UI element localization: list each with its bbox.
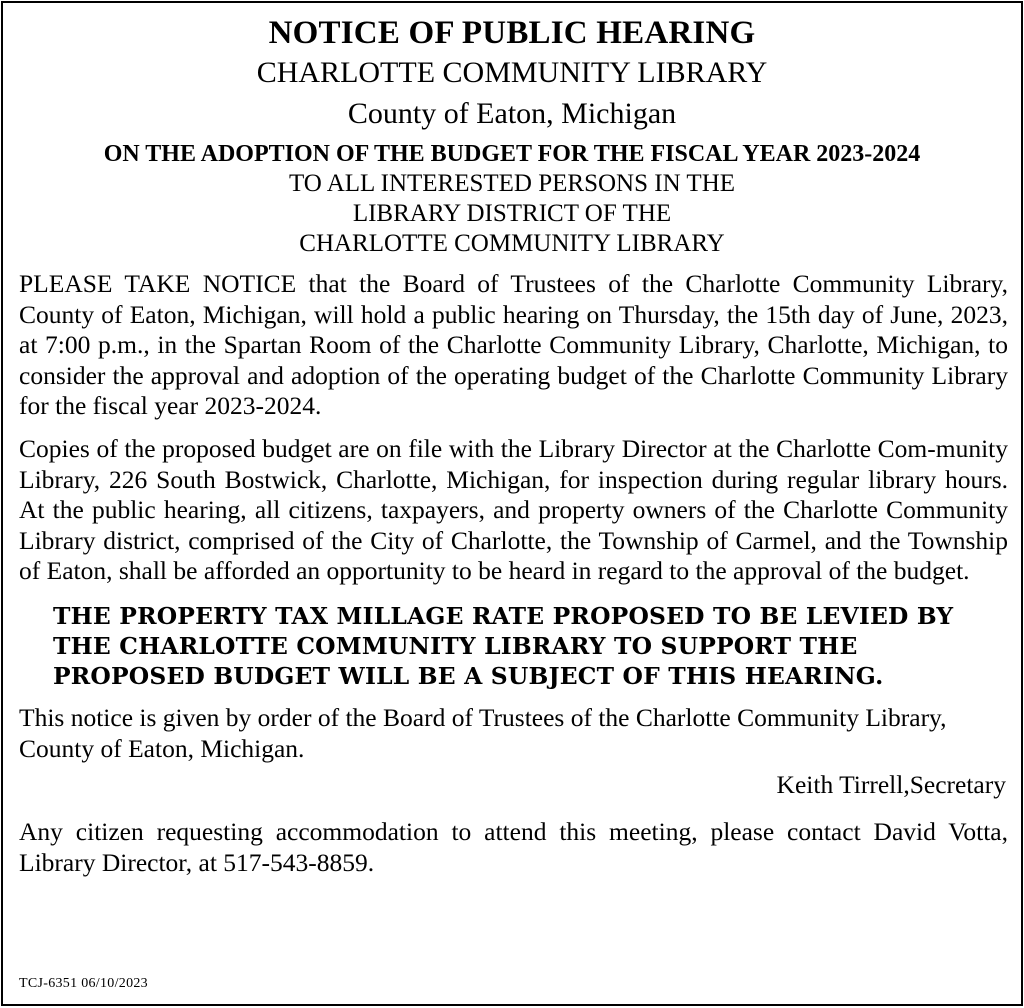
audience-line: LIBRARY DISTRICT OF THE — [352, 200, 672, 227]
order-statement-paragraph: This notice is given by order of the Board of Trustees of the Charlotte Community Library, County of Eaton, Michigan. — [19, 702, 947, 763]
secretary-signature: Keith Tirrell,Secretary — [776, 769, 1006, 799]
notice-header — [3, 3, 1021, 259]
budget-copies-paragraph: Copies of the proposed budget are on file with the Library Director at the Charlotte Com-munity Library, 226 South Bostwick, Charlotte, Michigan, for inspection during regular library hours. At the public hearing, all citizens, taxpayers, and property owners of the Charlotte Community Library district, comprised of the City of Charlotte, the Township of Carmel, and the Township of Eaton, shall be afforded an opportunity to be heard in regard to the approval of the budget. — [19, 433, 1008, 586]
audience-line: TO ALL INTERESTED PERSONS IN THE — [288, 170, 736, 197]
accommodation-paragraph: Any citizen requesting accommodation to attend this meeting, please contact David Votta, Library Director, at 517-543-8859. — [19, 816, 1008, 877]
county-line: County of Eaton, Michigan — [347, 97, 677, 130]
publication-reference: TCJ-6351 06/10/2023 — [19, 976, 148, 991]
public-hearing-notice — [1, 1, 1023, 1006]
notice-title: NOTICE OF PUBLIC HEARING — [268, 15, 756, 51]
millage-rate-statement: THE PROPERTY TAX MILLAGE RATE PROPOSED TO BE LEVIED BY THE CHARLOTTE COMMUNITY LIBRARY TO SUPPORT THE PROPOSED BUDGET WILL BE A SUBJECT OF THIS HEARING. — [53, 601, 954, 691]
notice-subtitle: ON THE ADOPTION OF THE BUDGET FOR THE FISCAL YEAR 2023-2024 — [103, 141, 921, 167]
audience-line: CHARLOTTE COMMUNITY LIBRARY — [299, 230, 725, 257]
organization-name: CHARLOTTE COMMUNITY LIBRARY — [256, 56, 768, 89]
hearing-details-paragraph: PLEASE TAKE NOTICE that the Board of Trustees of the Charlotte Community Library, County of Eaton, Michigan, will hold a public hearing on Thursday, the 15th day of June, 2023, at 7:00 p.m., in the Spartan Room of the Charlotte Community Library, Charlotte, Michigan, to consider the approval and adoption of the operating budget of the Charlotte Community Library for the fiscal year 2023-2024. — [19, 269, 1008, 421]
